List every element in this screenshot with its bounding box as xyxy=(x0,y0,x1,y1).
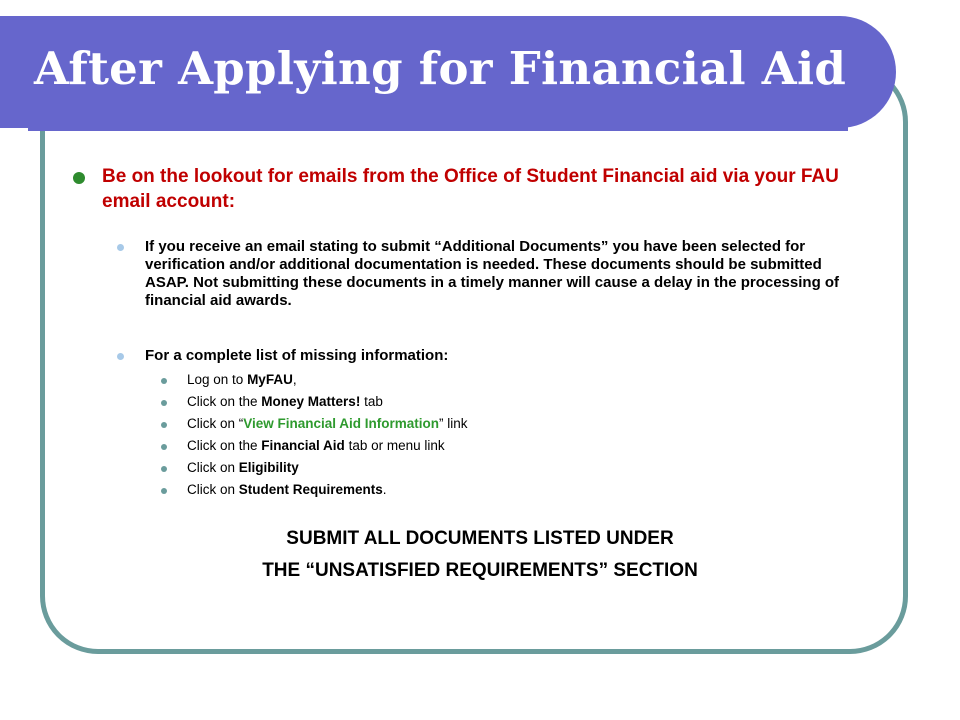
bullet-dot-icon xyxy=(161,378,167,384)
step-student-requirements: Click on Student Requirements. xyxy=(187,482,387,497)
step-login: Log on to MyFAU, xyxy=(187,372,297,387)
bullet-dot-icon xyxy=(117,353,124,360)
bullet-dot-icon xyxy=(161,422,167,428)
missing-info-bullet-text: For a complete list of missing information: xyxy=(145,347,449,364)
title-underline xyxy=(28,126,848,131)
main-bullet-text: Be on the lookout for emails from the Office of Student Financial aid via your FAU email account: xyxy=(102,166,839,212)
step-financial-aid-tab: Click on the Financial Aid tab or menu link xyxy=(187,438,445,453)
bullet-dot-icon xyxy=(161,400,167,406)
step-eligibility: Click on Eligibility xyxy=(187,460,299,475)
bullet-dot-icon xyxy=(73,172,85,184)
bullet-dot-icon xyxy=(161,466,167,472)
footer-line-2: THE “UNSATISFIED REQUIREMENTS” SECTION xyxy=(262,560,698,581)
bullet-dot-icon xyxy=(161,488,167,494)
footer-line-1: SUBMIT ALL DOCUMENTS LISTED UNDER xyxy=(286,528,674,549)
step-money-matters: Click on the Money Matters! tab xyxy=(187,394,383,409)
bullet-dot-icon xyxy=(117,244,124,251)
bullet-dot-icon xyxy=(161,444,167,450)
step-view-info: Click on “View Financial Aid Information” link xyxy=(187,416,468,431)
view-financial-aid-link[interactable]: View Financial Aid Information xyxy=(243,416,440,431)
slide-title: After Applying for Financial Aid xyxy=(34,42,847,95)
verification-bullet-text: If you receive an email stating to submit “Additional Documents” you have been selected for verification and/or additional documentation is needed. These documents should be submitted ASAP. Not submitting these documents in a timely manner will cause a delay in the processing of financial aid awards. xyxy=(145,238,840,309)
